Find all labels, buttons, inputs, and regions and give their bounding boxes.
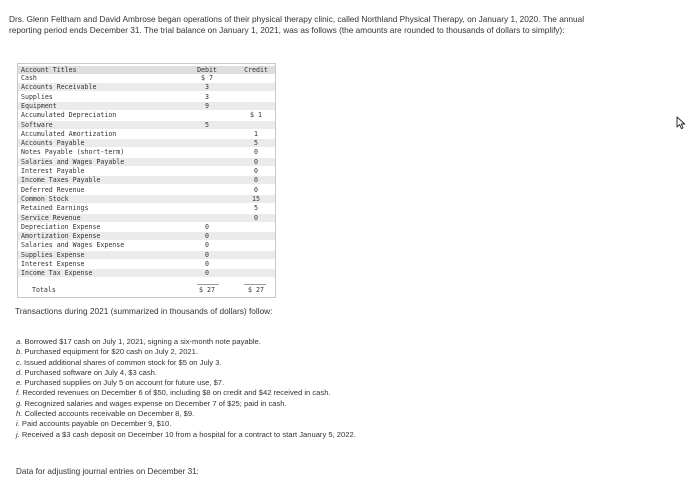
table-row [18, 111, 275, 119]
credit-total-rule [244, 284, 266, 285]
table-row [18, 223, 275, 231]
credit-cell: 0 [254, 213, 258, 222]
transaction-letter: d. [16, 367, 23, 377]
account-title-cell: Salaries and Wages Payable [21, 157, 125, 166]
debit-cell: 0 [205, 260, 209, 268]
account-title-cell: Amortization Expense [21, 232, 101, 241]
account-title-cell: Cash [21, 74, 37, 82]
debit-cell: 0 [205, 269, 209, 278]
transaction-text: Collected accounts receivable on December 8, $9. [24, 409, 195, 419]
adjusting-entries-heading: Data for adjusting journal entries on December 31: [16, 467, 199, 476]
account-title-cell: Salaries and Wages Expense [21, 241, 125, 250]
transaction-text: Received a $3 cash deposit on December 10 from a hospital for a contract to start January 5, 2022. [21, 429, 356, 439]
account-title-cell: Software [21, 120, 53, 129]
account-title-cell: Common Stock [21, 194, 69, 203]
header-debit: Debit [197, 66, 217, 74]
transaction-letter: a. [16, 337, 23, 346]
credit-cell: 0 [254, 176, 258, 185]
account-title-cell: Income Taxes Payable [21, 176, 101, 185]
credit-cell: 0 [254, 185, 258, 194]
debit-cell: 5 [205, 120, 209, 129]
debit-cell: 9 [205, 101, 209, 110]
transactions-list [16, 337, 696, 440]
account-title-cell: Retained Earnings [21, 204, 89, 213]
header-credit: Credit [244, 66, 268, 74]
credit-cell: 5 [254, 204, 258, 213]
table-row [18, 102, 275, 110]
mouse-pointer-icon [676, 116, 688, 130]
transaction-text: Purchased supplies on July 5 on account for future use, $7. [24, 378, 225, 388]
account-title-cell: Deferred Revenue [21, 185, 85, 194]
transaction-text: Paid accounts payable on December 9, $10. [21, 419, 172, 429]
table-row [18, 121, 275, 129]
table-row [18, 204, 275, 212]
account-title-cell: Accounts Payable [21, 139, 85, 148]
table-row [18, 93, 275, 101]
transaction-item [16, 347, 696, 357]
totals-credit: $ 27 [248, 286, 264, 294]
transaction-letter: h. [16, 409, 23, 419]
header-account-titles: Account Titles [21, 66, 77, 74]
account-title-cell: Notes Payable (short-term) [21, 148, 125, 157]
debit-cell: 0 [205, 232, 209, 241]
debit-cell: 3 [205, 83, 209, 92]
transaction-letter: e. [16, 378, 23, 388]
transaction-item [16, 337, 696, 347]
table-row [18, 241, 275, 249]
totals-debit: $ 27 [199, 286, 215, 294]
table-row [18, 232, 275, 240]
account-title-cell: Accumulated Amortization [21, 129, 117, 138]
transaction-item [16, 388, 696, 398]
table-row [18, 83, 275, 91]
account-title-cell: Depreciation Expense [21, 222, 101, 231]
account-title-cell: Supplies [21, 92, 53, 101]
problem-intro [9, 14, 609, 36]
transaction-letter: c. [16, 357, 22, 367]
credit-cell: 0 [254, 157, 258, 166]
transaction-item [16, 378, 696, 388]
transaction-item [16, 368, 696, 378]
account-title-cell: Supplies Expense [21, 250, 85, 259]
transaction-text: Recognized salaries and wages expense on December 7 of $25; paid in cash. [24, 398, 287, 408]
table-row [18, 260, 275, 268]
account-title-cell: Interest Expense [21, 260, 85, 268]
transaction-text: Borrowed $17 cash on July 1, 2021, signing a six-month note payable. [24, 337, 261, 346]
credit-cell: 1 [254, 129, 258, 138]
debit-total-rule [197, 284, 219, 285]
transaction-item [16, 430, 696, 440]
transaction-letter: b. [16, 347, 23, 357]
debit-cell: $ 7 [201, 74, 213, 82]
transactions-heading: Transactions during 2021 (summarized in thousands of dollars) follow: [15, 306, 273, 316]
transaction-letter: g. [16, 398, 23, 408]
table-row [18, 251, 275, 259]
table-row [18, 167, 275, 175]
table-row [18, 74, 275, 82]
transaction-letter: j. [16, 429, 20, 439]
table-row [18, 176, 275, 184]
table-row [18, 130, 275, 138]
debit-cell: 0 [205, 241, 209, 250]
credit-cell: $ 1 [250, 111, 262, 120]
totals-row [18, 286, 275, 295]
account-title-cell: Service Revenue [21, 213, 81, 222]
transaction-item [16, 399, 696, 409]
account-title-cell: Income Tax Expense [21, 269, 93, 278]
transaction-text: Purchased software on July 4, $3 cash. [24, 367, 158, 377]
transaction-item [16, 409, 696, 419]
totals-label: Totals [32, 286, 56, 294]
trial-balance-table [17, 63, 276, 298]
account-title-cell: Equipment [21, 101, 57, 110]
debit-cell: 3 [205, 92, 209, 101]
transaction-letter: f. [16, 388, 21, 398]
table-row [18, 186, 275, 194]
table-row [18, 148, 275, 156]
transaction-letter: i. [16, 419, 20, 429]
credit-cell: 0 [254, 167, 258, 175]
table-row [18, 269, 275, 277]
transaction-item [16, 419, 696, 429]
debit-cell: 0 [205, 250, 209, 259]
account-title-cell: Accumulated Depreciation [21, 111, 117, 120]
credit-cell: 15 [252, 194, 260, 203]
transaction-text: Purchased equipment for $20 cash on July 2, 2021. [24, 347, 198, 357]
table-row [18, 195, 275, 203]
account-title-cell: Accounts Receivable [21, 83, 97, 92]
intro-text: Drs. Glenn Feltham and David Ambrose began operations of their physical therapy clinic, called Northland Physical Therapy, on January 1, 2020. The annual reporting period ends December 31. The trial balance on January 1, 2021, was as follows (the amounts are rounded to thousands of dollars to simplify): [9, 14, 585, 35]
account-title-cell: Interest Payable [21, 167, 85, 175]
credit-cell: 5 [254, 139, 258, 148]
table-header-row [18, 66, 275, 74]
transaction-text: Recorded revenues on December 6 of $50, including $8 on credit and $42 received in cash. [22, 388, 331, 398]
table-row [18, 158, 275, 166]
transaction-item [16, 358, 696, 368]
transaction-text: Issued additional shares of common stock for $5 on July 3. [24, 357, 222, 367]
table-row [18, 214, 275, 222]
table-row [18, 139, 275, 147]
debit-cell: 0 [205, 222, 209, 231]
credit-cell: 0 [254, 148, 258, 157]
